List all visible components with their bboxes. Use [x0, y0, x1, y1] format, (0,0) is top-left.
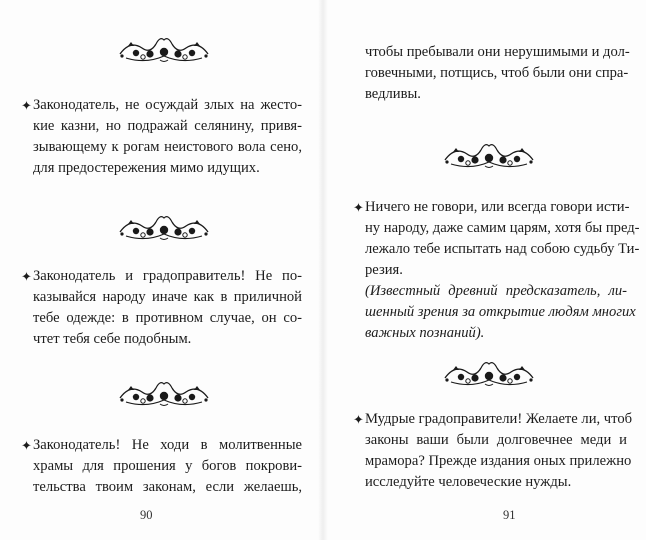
maxim-entry [21, 435, 302, 498]
text-line: Законодатель и градоправитель! Не по- [33, 268, 302, 284]
text-line: тебе одежде: в противном случае, он со- [33, 310, 302, 326]
floral-vignette-icon [116, 378, 212, 408]
text-line: чтет тебя себе подобным. [33, 331, 192, 347]
text-line: исследуйте человеческие нужды. [365, 474, 572, 490]
text-line: храмы для прошения у богов покрови- [33, 458, 302, 474]
footnote-line: важных познаний). [365, 325, 485, 341]
text-line: ну народу, даже самим царям, хотя бы пред- [365, 220, 640, 236]
text-line: для предостережения мимо идущих. [33, 160, 260, 176]
bullet-icon: ✦ [21, 438, 32, 453]
floral-vignette-icon [441, 358, 537, 388]
right-page [323, 0, 646, 540]
text-line: тельства твоим законам, если желаешь, [33, 479, 302, 495]
text-line: Законодатель! Не ходи в молитвенные [33, 437, 302, 453]
text-line: Мудрые градоправители! Желаете ли, чтоб [365, 411, 633, 427]
text-line: лежало тебе испытать над собою судьбу Ти- [365, 241, 640, 257]
page-number: 90 [140, 508, 153, 522]
footnote-line: шенный зрения за открытие людям многих [365, 304, 636, 320]
maxim-entry [21, 266, 302, 350]
text-line: кие казни, но подражай селянину, привя- [33, 118, 302, 134]
text-line: мрамора? Прежде издания оных прилежно [365, 453, 632, 469]
text-line: резия. [365, 262, 403, 278]
floral-vignette-icon [441, 140, 537, 170]
text-line: говечными, потщись, чтоб были они спра- [365, 65, 629, 81]
text-line: казывайся народу иначе как в приличной [33, 289, 302, 305]
maxim-entry [353, 197, 640, 344]
floral-vignette-icon [116, 34, 212, 64]
maxim-entry [21, 95, 302, 179]
footnote-line: (Известный древний предсказатель, ли- [365, 283, 627, 299]
floral-vignette-icon [116, 212, 212, 242]
text-line: законы ваши были долговечнее меди и [365, 432, 627, 448]
text-line: ведливы. [365, 86, 421, 102]
bullet-icon: ✦ [353, 412, 364, 427]
page-number: 91 [503, 508, 516, 522]
text-line: зывающему к рогам неистового вола сено, [33, 139, 302, 155]
bullet-icon: ✦ [353, 200, 364, 215]
text-line: Законодатель, не осуждай злых на жесто- [33, 97, 302, 113]
continuation-text [365, 42, 630, 105]
bullet-icon: ✦ [21, 269, 32, 284]
text-line: чтобы пребывали они нерушимыми и дол- [365, 44, 630, 60]
bullet-icon: ✦ [21, 98, 32, 113]
text-line: Ничего не говори, или всегда говори исти- [365, 199, 630, 215]
maxim-entry [353, 409, 633, 493]
